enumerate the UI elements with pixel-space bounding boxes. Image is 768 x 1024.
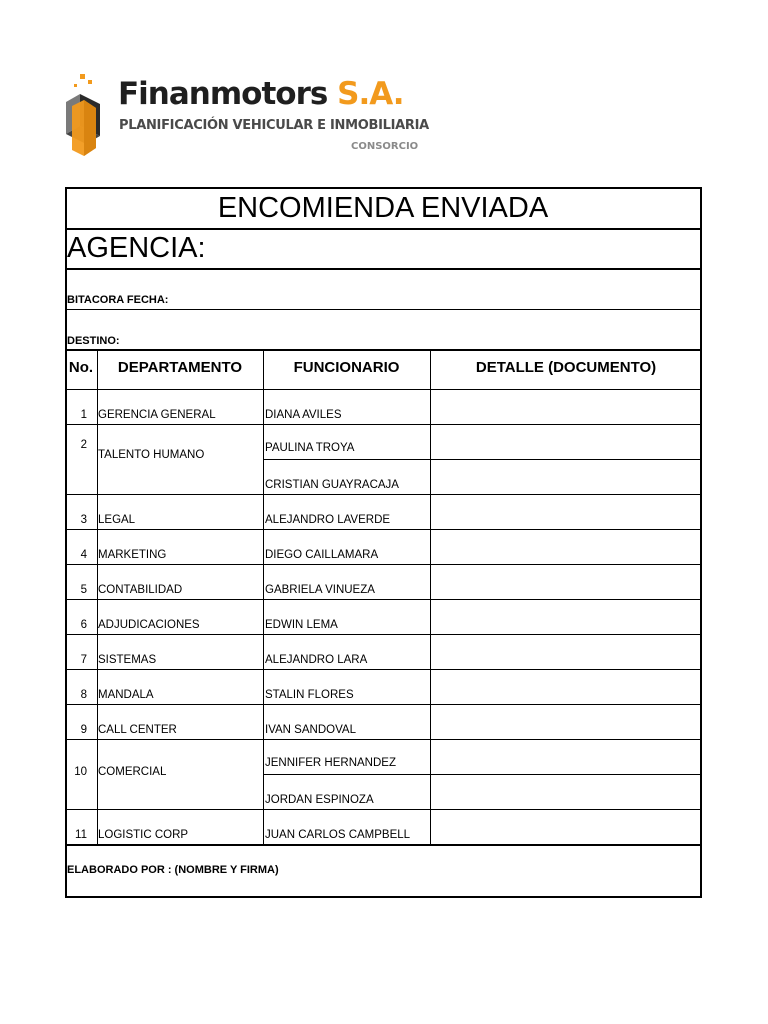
row-number: 5 — [80, 584, 87, 596]
row-department: COMERCIAL — [98, 766, 167, 778]
row-number: 8 — [80, 689, 87, 701]
brand-name: Finanmotors S.A. — [118, 76, 404, 112]
row-official: ALEJANDRO LARA — [265, 654, 368, 666]
row-official: DIEGO CAILLAMARA — [265, 549, 379, 561]
row-number: 2 — [80, 439, 87, 451]
row-department: GERENCIA GENERAL — [98, 409, 216, 421]
col-header-no: No. — [68, 359, 94, 376]
row-divider — [65, 494, 263, 495]
detail-cell[interactable] — [431, 775, 701, 809]
row-department: LOGISTIC CORP — [98, 829, 189, 841]
row-official: DIANA AVILES — [265, 409, 342, 421]
form-title: ENCOMIENDA ENVIADA — [217, 192, 549, 224]
row-official: STALIN FLORES — [265, 689, 354, 701]
logo-mark-icon — [62, 70, 106, 158]
footer-label: ELABORADO POR : (NOMBRE Y FIRMA) — [67, 864, 279, 876]
row-number: 6 — [80, 619, 87, 631]
row-number: 9 — [80, 724, 87, 736]
row-number: 7 — [80, 654, 87, 666]
detail-cell[interactable] — [431, 670, 701, 704]
agencia-label: AGENCIA: — [67, 232, 206, 264]
row-number: 4 — [80, 549, 87, 561]
row-department: ADJUDICACIONES — [98, 619, 200, 631]
detail-cell[interactable] — [431, 530, 701, 564]
row-department: LEGAL — [98, 514, 136, 526]
row-department: CALL CENTER — [98, 724, 177, 736]
detail-cell[interactable] — [431, 495, 701, 529]
row-official: PAULINA TROYA — [265, 442, 355, 454]
brand-tag: CONSORCIO — [351, 141, 419, 152]
row-official: JENNIFER HERNANDEZ — [265, 757, 396, 769]
row-official: IVAN SANDOVAL — [265, 724, 356, 736]
destino-label: DESTINO: — [67, 335, 120, 347]
row-number: 1 — [80, 409, 87, 421]
detail-cell[interactable] — [431, 600, 701, 634]
row-official: GABRIELA VINUEZA — [265, 584, 375, 596]
row-department: CONTABILIDAD — [98, 584, 183, 596]
bitacora-label: BITACORA FECHA: — [67, 294, 169, 306]
detail-cell[interactable] — [431, 460, 701, 494]
row-divider — [65, 809, 263, 810]
row-department: TALENTO HUMANO — [98, 449, 205, 461]
company-logo — [62, 70, 442, 160]
row-official: CRISTIAN GUAYRACAJA — [265, 479, 399, 491]
detail-cell[interactable] — [431, 740, 701, 774]
row-number: 11 — [75, 829, 87, 841]
row-number: 10 — [74, 766, 87, 778]
row-official: JUAN CARLOS CAMPBELL — [265, 829, 411, 841]
row-department: SISTEMAS — [98, 654, 157, 666]
shipment-form — [65, 187, 701, 898]
detail-cell[interactable] — [431, 705, 701, 739]
row-department: MARKETING — [98, 549, 167, 561]
row-official: EDWIN LEMA — [265, 619, 338, 631]
divider — [65, 309, 702, 310]
row-official: JORDAN ESPINOZA — [265, 794, 374, 806]
detail-cell[interactable] — [431, 810, 701, 844]
row-official: ALEJANDRO LAVERDE — [265, 514, 391, 526]
detail-cell[interactable] — [431, 565, 701, 599]
col-header-detalle: DETALLE (DOCUMENTO) — [475, 359, 657, 376]
divider — [65, 228, 702, 230]
row-department: MANDALA — [98, 689, 154, 701]
detail-cell[interactable] — [431, 635, 701, 669]
detail-cell[interactable] — [431, 390, 701, 424]
row-number: 3 — [80, 514, 87, 526]
col-header-departamento: DEPARTAMENTO — [117, 359, 243, 376]
divider — [65, 268, 702, 270]
detail-cell[interactable] — [431, 425, 701, 459]
brand-subtitle: PLANIFICACIÓN VEHICULAR E INMOBILIARIA — [119, 118, 429, 133]
col-header-funcionario: FUNCIONARIO — [293, 359, 400, 376]
